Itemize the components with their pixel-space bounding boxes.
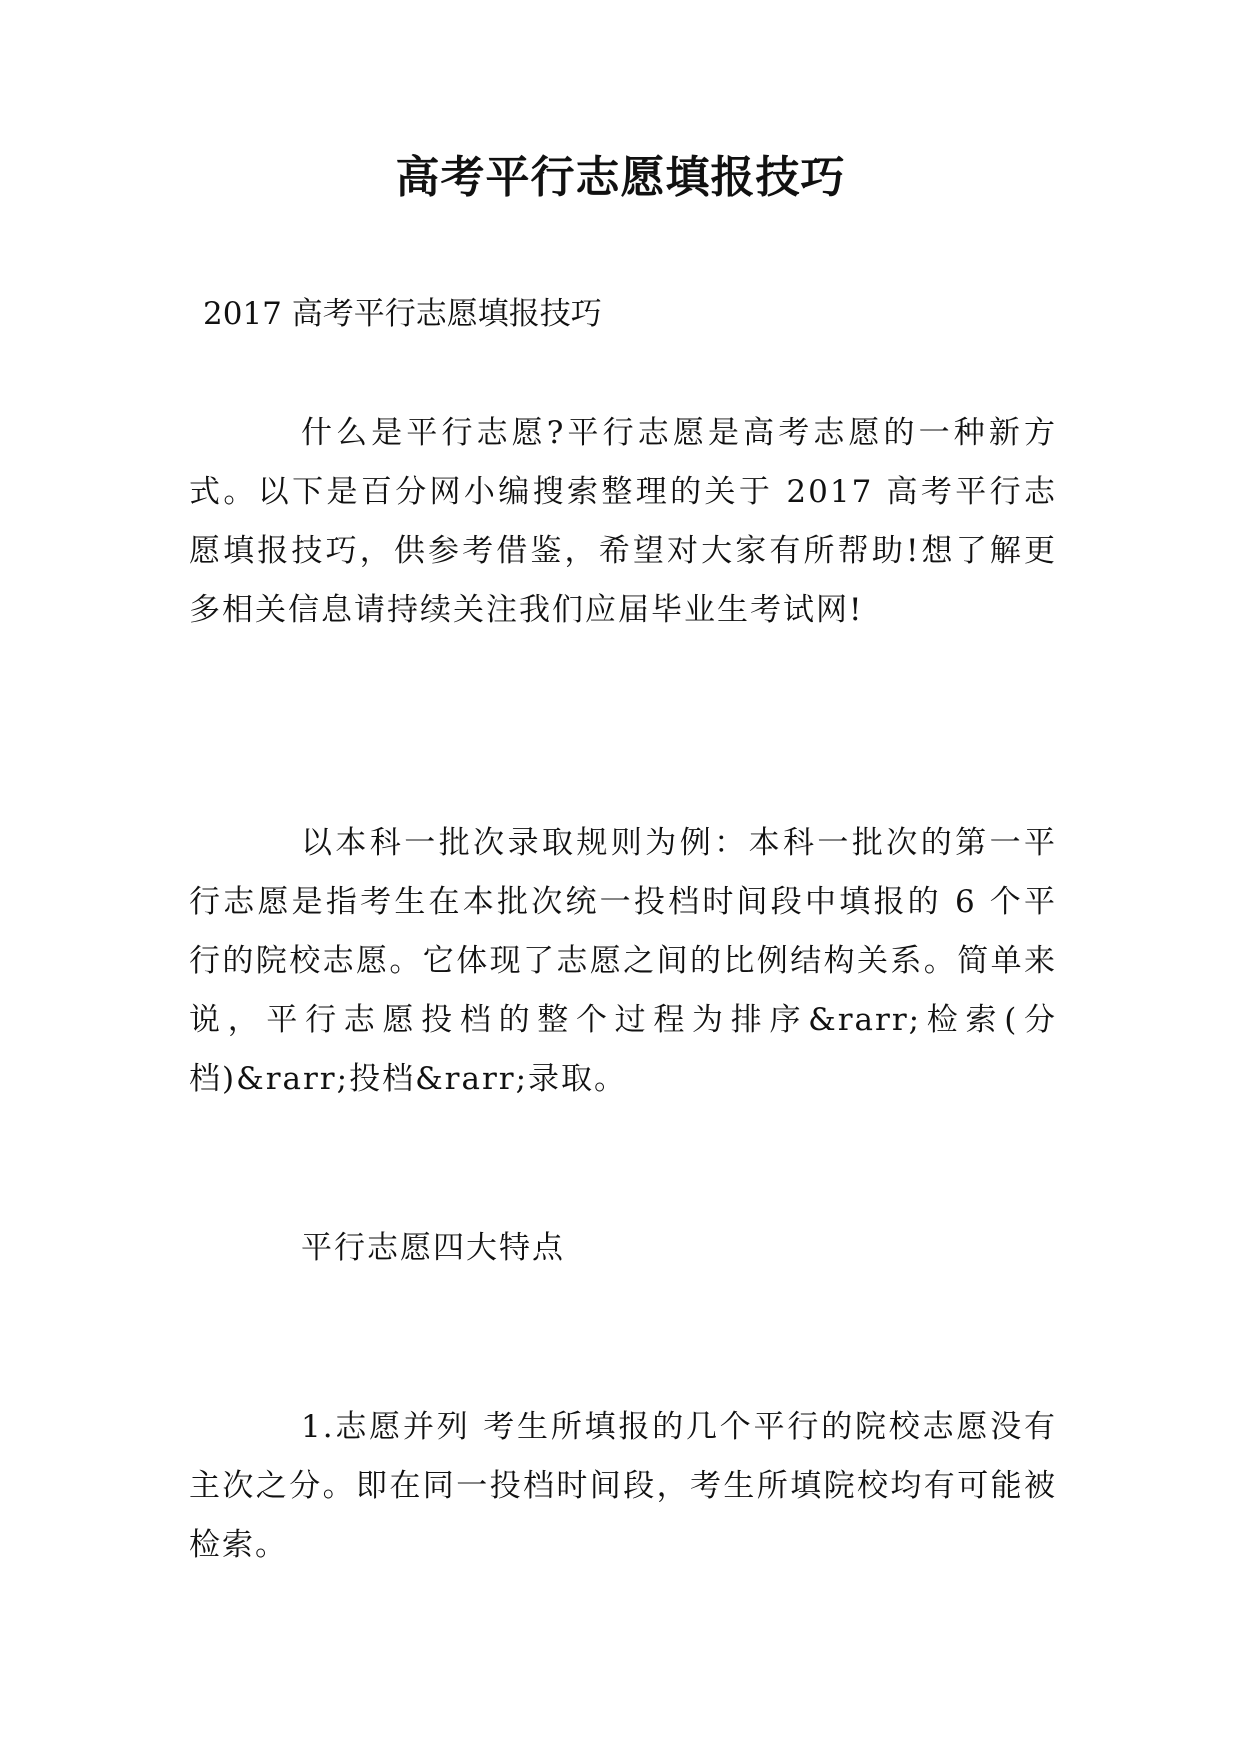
paragraph-feature-1: 1.志愿并列 考生所填报的几个平行的院校志愿没有主次之分。即在同一投档时间段，考生所填院校均有可能被检索。 bbox=[189, 1409, 1057, 1563]
document-title: 高考平行志愿填报技巧 bbox=[395, 152, 846, 203]
document-subtitle: 2017 高考平行志愿填报技巧 bbox=[203, 296, 602, 332]
paragraph-intro: 什么是平行志愿?平行志愿是高考志愿的一种新方式。以下是百分网小编搜索整理的关于 2017 高考平行志愿填报技巧，供参考借鉴，希望对大家有所帮助!想了解更多相关信息请持续关注我们应届毕业生考试网! bbox=[189, 415, 1057, 628]
section-heading-features: 平行志愿四大特点 bbox=[301, 1230, 565, 1266]
paragraph-rules: 以本科一批次录取规则为例：本科一批次的第一平行志愿是指考生在本批次统一投档时间段中填报的 6 个平行的院校志愿。它体现了志愿之间的比例结构关系。简单来说，平行志愿投档的整个过程为排序&rarr;检索(分档)&rarr;投档&rarr;录取。 bbox=[189, 825, 1057, 1097]
